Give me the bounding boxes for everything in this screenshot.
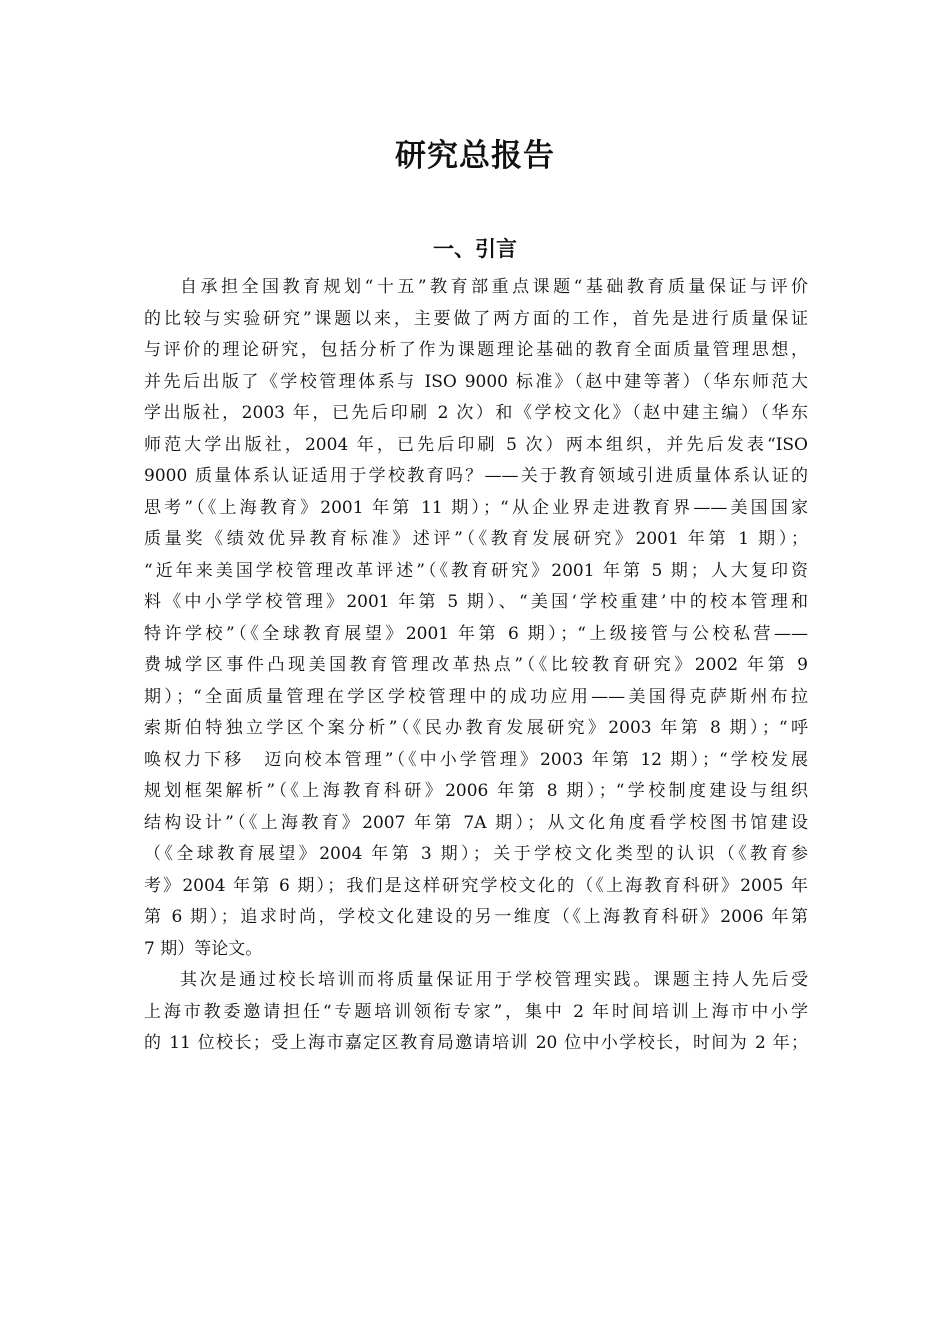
text-line: 思考”（《上海教育》2001 年第 11 期）；“从企业界走进教育界——美国国家 <box>144 497 808 518</box>
text-line: 与评价的理论研究，包括分析了作为课题理论基础的教育全面质量管理思想， <box>144 340 808 360</box>
text-line: （《全球教育展望》2004 年第 3 期）；关于学校文化类型的认识（《教育参 <box>144 844 808 864</box>
text-line: 7 期）等论文。 <box>144 938 263 959</box>
text-line: 期）；“全面质量管理在学区学校管理中的成功应用——美国得克萨斯州布拉 <box>144 686 808 707</box>
text-line: 第 6 期）；追求时尚，学校文化建设的另一维度（《上海教育科研》2006 年第 <box>144 907 808 927</box>
text-line: 并先后出版了《学校管理体系与 ISO 9000 标准》（赵中建等著）（华东师范大 <box>144 371 808 392</box>
text-line: 的 11 位校长；受上海市嘉定区教育局邀请培训 20 位中小学校长，时间为 2 年； <box>144 1033 808 1053</box>
text-line: 规划框架解析”（《上海教育科研》2006 年第 8 期）；“学校制度建设与组织 <box>144 781 808 801</box>
text-line: 唤权力下移 迈向校本管理”（《中小学管理》2003 年第 12 期）；“学校发展 <box>144 749 808 770</box>
text-line: 其次是通过校长培训而将质量保证用于学校管理实践。课题主持人先后受 <box>180 970 808 990</box>
text-line: 特许学校”（《全球教育展望》2001 年第 6 期）；“上级接管与公校私营—— <box>144 623 808 644</box>
document-title: 研究总报告 <box>395 138 555 174</box>
text-line: 9000 质量体系认证适用于学校教育吗？——关于教育领域引进质量体系认证的 <box>144 466 808 486</box>
text-line: 质量奖《绩效优异教育标准》述评”（《教育发展研究》2001 年第 1 期）； <box>144 529 808 549</box>
text-line: 上海市教委邀请担任“专题培训领衔专家”，集中 2 年时间培训上海市中小学 <box>144 1001 808 1022</box>
body-text <box>144 272 808 1060</box>
section-heading-introduction: 一、引言 <box>433 237 517 261</box>
text-line: 考》2004 年第 6 期）；我们是这样研究学校文化的（《上海教育科研》2005 年 <box>144 875 808 896</box>
text-line: 料《中小学学校管理》2001 年第 5 期）、“美国‘学校重建’中的校本管理和 <box>144 592 808 612</box>
text-line: 师范大学出版社，2004 年，已先后印刷 5 次）两本组织，并先后发表“ISO <box>144 434 808 455</box>
text-line: 费城学区事件凸现美国教育管理改革热点”（《比较教育研究》2002 年第 9 <box>144 655 808 675</box>
text-line: 索斯伯特独立学区个案分析”（《民办教育发展研究》2003 年第 8 期）；“呼 <box>144 718 808 738</box>
text-line: “近年来美国学校管理改革评述”（《教育研究》2001 年第 5 期；人大复印资 <box>144 560 808 581</box>
text-line: 自承担全国教育规划“十五”教育部重点课题“基础教育质量保证与评价 <box>180 277 808 297</box>
text-line: 的比较与实验研究”课题以来，主要做了两方面的工作，首先是进行质量保证 <box>144 308 808 329</box>
text-line: 学出版社，2003 年，已先后印刷 2 次）和《学校文化》（赵中建主编）（华东 <box>144 403 808 423</box>
text-line: 结构设计”（《上海教育》2007 年第 7A 期）；从文化角度看学校图书馆建设 <box>144 812 808 833</box>
